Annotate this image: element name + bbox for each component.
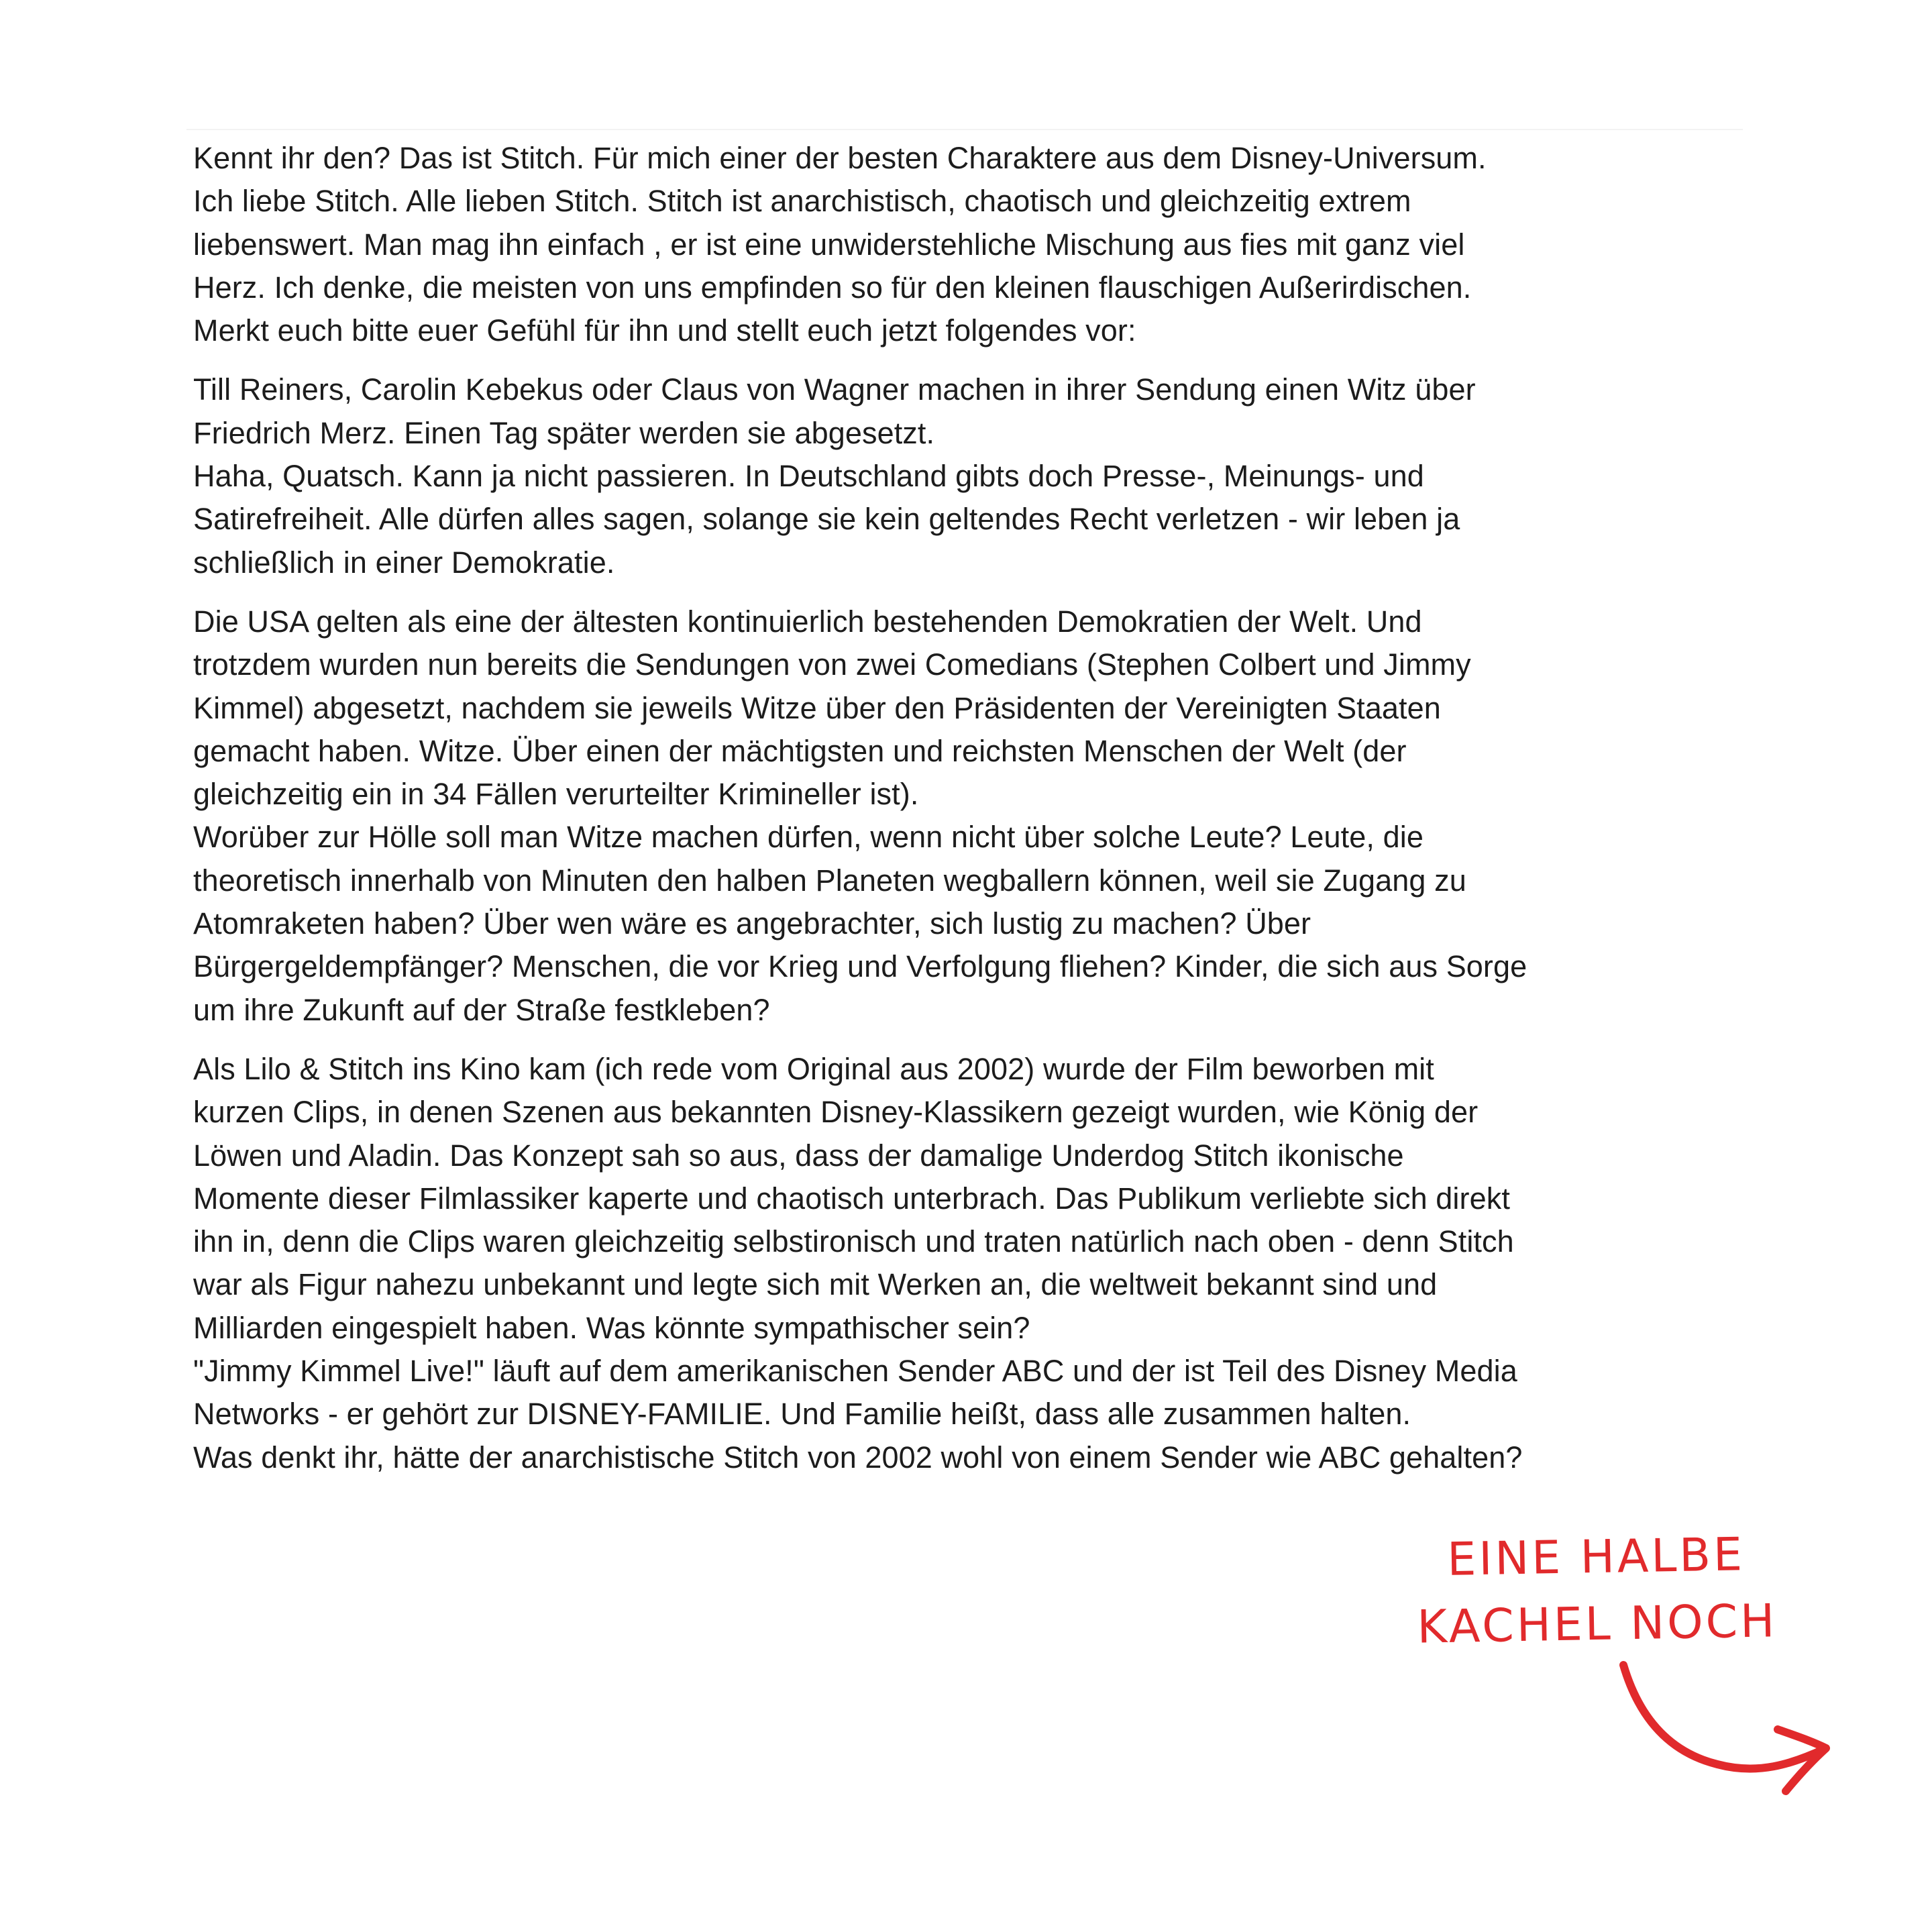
text-line: Networks - er gehört zur DISNEY-FAMILIE. Und Familie heißt, dass alle zusammen halten. (193, 1397, 1411, 1432)
note-line-1: EINE HALBE (1446, 1528, 1746, 1587)
handwritten-note (1381, 1520, 1812, 1662)
text-line: ihn in, denn die Clips waren gleichzeitig selbstironisch und traten natürlich nach oben - denn Stitch (193, 1224, 1514, 1259)
text-line: Ich liebe Stitch. Alle lieben Stitch. Stitch ist anarchistisch, chaotisch und gleichzeitig extrem (193, 184, 1411, 219)
text-line: Friedrich Merz. Einen Tag später werden sie abgesetzt. (193, 415, 935, 450)
text-line: war als Figur nahezu unbekannt und legte sich mit Werken an, die weltweit bekannt sind und (193, 1267, 1438, 1302)
text-line: Momente dieser Filmlassiker kaperte und chaotisch unterbrach. Das Publikum verliebte sich direkt (193, 1181, 1510, 1216)
text-line: um ihre Zukunft auf der Straße festkleben? (193, 992, 770, 1027)
text-line: kurzen Clips, in denen Szenen aus bekannten Disney-Klassikern gezeigt wurden, wie König der (193, 1095, 1479, 1130)
text-line: schließlich in einer Demokratie. (193, 545, 615, 580)
paragraph-1 (193, 137, 1756, 352)
text-line: Till Reiners, Carolin Kebekus oder Claus von Wagner machen in ihrer Sendung einen Witz über (193, 372, 1476, 407)
text-line: Merkt euch bitte euer Gefühl für ihn und stellt euch jetzt folgendes vor: (193, 313, 1136, 348)
text-line: theoretisch innerhalb von Minuten den halben Planeten wegballern können, weil sie Zugang zu (193, 863, 1466, 898)
post-text (193, 137, 1756, 1495)
paragraph-4 (193, 1048, 1756, 1479)
text-line: Worüber zur Hölle soll man Witze machen dürfen, wenn nicht über solche Leute? Leute, die (193, 820, 1424, 855)
text-line: Die USA gelten als eine der ältesten kontinuierlich bestehenden Demokratien der Welt. Und (193, 604, 1422, 639)
text-line: Haha, Quatsch. Kann ja nicht passieren. In Deutschland gibts doch Presse-, Meinungs- und (193, 459, 1424, 494)
text-line: Kimmel) abgesetzt, nachdem sie jeweils Witze über den Präsidenten der Vereinigten Staaten (193, 690, 1441, 725)
text-line: Kennt ihr den? Das ist Stitch. Für mich einer der besten Charaktere aus dem Disney-Universum. (193, 141, 1487, 175)
paragraph-3 (193, 600, 1756, 1032)
text-line: Als Lilo & Stitch ins Kino kam (ich rede vom Original aus 2002) wurde der Film beworben mit (193, 1051, 1434, 1086)
note-line-2: KACHEL NOCH (1416, 1595, 1778, 1654)
text-line: Löwen und Aladin. Das Konzept sah so aus, dass der damalige Underdog Stitch ikonische (193, 1138, 1404, 1173)
text-line: Satirefreiheit. Alle dürfen alles sagen, solange sie kein geltendes Recht verletzen - wir leben ja (193, 502, 1460, 537)
curved-arrow-right-icon (1610, 1657, 1838, 1805)
text-line: gleichzeitig ein in 34 Fällen verurteilter Krimineller ist). (193, 777, 919, 812)
text-line: Atomraketen haben? Über wen wäre es angebrachter, sich lustig zu machen? Über (193, 906, 1311, 941)
text-line: "Jimmy Kimmel Live!" läuft auf dem amerikanischen Sender ABC und der ist Teil des Disney Media (193, 1354, 1517, 1389)
top-divider (186, 129, 1743, 130)
text-line: gemacht haben. Witze. Über einen der mächtigsten und reichsten Menschen der Welt (der (193, 733, 1407, 768)
text-line: Milliarden eingespielt haben. Was könnte sympathischer sein? (193, 1310, 1030, 1345)
text-line: Bürgergeldempfänger? Menschen, die vor Krieg und Verfolgung fliehen? Kinder, die sich aus Sorge (193, 949, 1527, 984)
text-line: Was denkt ihr, hätte der anarchistische Stitch von 2002 wohl von einem Sender wie ABC gehalten? (193, 1440, 1523, 1474)
paragraph-2 (193, 368, 1756, 584)
text-line: Herz. Ich denke, die meisten von uns empfinden so für den kleinen flauschigen Außerirdischen. (193, 270, 1472, 305)
arrow-shaft (1623, 1665, 1823, 1768)
text-line: liebenswert. Man mag ihn einfach , er ist eine unwiderstehliche Mischung aus fies mit ganz viel (193, 227, 1465, 262)
text-line: trotzdem wurden nun bereits die Sendungen von zwei Comedians (Stephen Colbert und Jimmy (193, 647, 1471, 682)
